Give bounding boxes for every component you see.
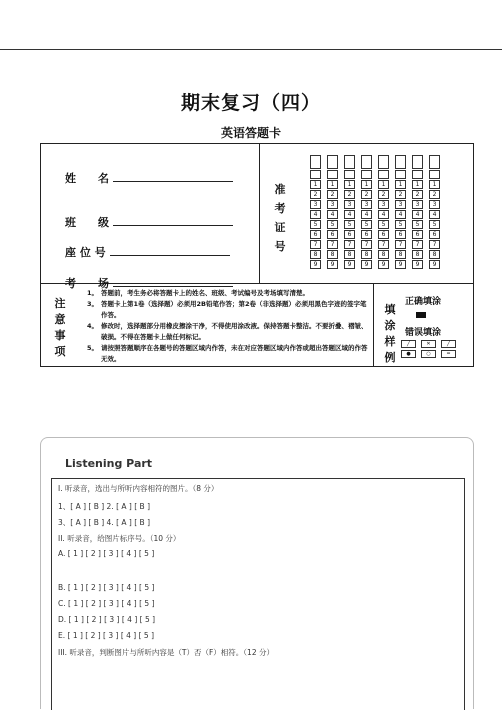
listening-answer-area	[51, 478, 465, 710]
exam-id-bubble[interactable]: 5	[310, 220, 321, 229]
exam-id-bubble[interactable]: 2	[395, 190, 406, 199]
answer-card-header	[40, 143, 474, 367]
exam-id-bubble[interactable]	[378, 170, 389, 179]
exam-id-bubble[interactable]: 1	[378, 180, 389, 189]
wrong-sample-slash: ╱	[401, 340, 416, 348]
exam-id-bubble[interactable]: 4	[378, 210, 389, 219]
exam-id-bubble[interactable]: 9	[412, 260, 423, 269]
exam-id-column[interactable]	[412, 155, 424, 270]
exam-id-bubble[interactable]: 6	[378, 230, 389, 239]
exam-id-bubble[interactable]: 2	[327, 190, 338, 199]
exam-id-bubble[interactable]: 6	[361, 230, 372, 239]
exam-id-bubble[interactable]: 3	[429, 200, 440, 209]
exam-id-bubble[interactable]: 8	[395, 250, 406, 259]
exam-id-bubble[interactable]: 1	[327, 180, 338, 189]
exam-id-bubble[interactable]: 5	[378, 220, 389, 229]
notice-item: 4。 修改时，选择题部分用橡皮擦涂干净，不得使用涂改液。保持答题卡整洁。不要折叠、褶皱、破损。不得在答题卡上做任何标记。	[87, 322, 368, 341]
exam-id-bubble[interactable]: 9	[310, 260, 321, 269]
exam-id-bubble[interactable]	[344, 170, 355, 179]
page-title: 期末复习（四）	[180, 92, 321, 114]
exam-id-bubble[interactable]: 7	[361, 240, 372, 249]
exam-id-bubble[interactable]: 2	[429, 190, 440, 199]
top-rule	[0, 49, 502, 50]
exam-id-bubble[interactable]: 1	[412, 180, 423, 189]
exam-id-entry-box[interactable]	[310, 155, 321, 169]
exam-id-bubble[interactable]: 7	[327, 240, 338, 249]
exam-id-bubble[interactable]: 5	[429, 220, 440, 229]
card-subtitle: 英语答题卡	[220, 126, 281, 140]
exam-id-bubble[interactable]: 6	[310, 230, 321, 239]
section-heading: II. 听录音，给图片标序号。（10 分）	[58, 534, 181, 543]
exam-id-entry-box[interactable]	[412, 155, 423, 169]
seat-label: 座 位 号	[65, 246, 106, 259]
exam-id-bubble[interactable]: 3	[378, 200, 389, 209]
exam-id-entry-box[interactable]	[361, 155, 372, 169]
exam-id-bubble[interactable]	[395, 170, 406, 179]
wrong-sample-line: ═	[441, 350, 456, 358]
exam-id-bubble[interactable]: 9	[395, 260, 406, 269]
exam-id-bubble[interactable]: 3	[327, 200, 338, 209]
exam-id-entry-box[interactable]	[327, 155, 338, 169]
exam-id-bubble[interactable]: 8	[378, 250, 389, 259]
notice-label: 注 意 事 项	[54, 297, 66, 358]
exam-id-bubble[interactable]	[310, 170, 321, 179]
exam-id-bubble[interactable]: 6	[344, 230, 355, 239]
exam-id-bubble[interactable]	[327, 170, 338, 179]
exam-id-bubble[interactable]: 1	[310, 180, 321, 189]
exam-id-bubble[interactable]: 7	[378, 240, 389, 249]
exam-id-bubble[interactable]: 1	[395, 180, 406, 189]
exam-id-bubble[interactable]: 5	[327, 220, 338, 229]
exam-id-bubble[interactable]: 6	[395, 230, 406, 239]
exam-id-bubble[interactable]: 6	[412, 230, 423, 239]
listening-section	[40, 437, 474, 709]
exam-id-bubble[interactable]: 8	[310, 250, 321, 259]
exam-id-bubble[interactable]	[361, 170, 372, 179]
exam-id-bubble[interactable]: 5	[361, 220, 372, 229]
exam-id-entry-box[interactable]	[344, 155, 355, 169]
exam-id-bubble[interactable]: 5	[395, 220, 406, 229]
wrong-sample-slash: ╱	[441, 340, 456, 348]
exam-id-bubble[interactable]: 3	[310, 200, 321, 209]
exam-id-bubble[interactable]: 2	[378, 190, 389, 199]
exam-id-bubble[interactable]: 7	[412, 240, 423, 249]
notice-item: 1。 答题前，考生务必将答题卡上的姓名、班级、考试编号及考场填写清楚。	[87, 289, 309, 297]
exam-id-bubble[interactable]: 9	[344, 260, 355, 269]
divider	[259, 144, 260, 283]
notice-list	[87, 288, 369, 364]
correct-fill-label: 正确填涂	[405, 297, 442, 307]
exam-id-bubble[interactable]: 3	[344, 200, 355, 209]
exam-id-bubble[interactable]: 1	[361, 180, 372, 189]
room-label: 考 场	[65, 277, 109, 290]
class-label: 班 级	[65, 216, 109, 229]
exam-id-bubble[interactable]: 4	[327, 210, 338, 219]
exam-id-bubble[interactable]: 8	[361, 250, 372, 259]
exam-id-bubble[interactable]: 4	[344, 210, 355, 219]
seat-field[interactable]	[65, 244, 230, 260]
exam-id-bubble[interactable]	[429, 170, 440, 179]
exam-id-entry-box[interactable]	[429, 155, 440, 169]
answer-row[interactable]: E. [ 1 ] [ 2 ] [ 3 ] [ 4 ] [ 5 ]	[58, 631, 155, 640]
name-label: 姓 名	[65, 172, 109, 185]
exam-id-bubble[interactable]: 5	[412, 220, 423, 229]
exam-id-bubble[interactable]: 4	[310, 210, 321, 219]
exam-id-bubble[interactable]: 8	[429, 250, 440, 259]
correct-fill-sample	[416, 312, 426, 318]
exam-id-label: 准 考 证 号	[274, 183, 286, 253]
exam-id-bubble[interactable]: 4	[412, 210, 423, 219]
exam-id-column[interactable]	[361, 155, 373, 270]
exam-id-bubble[interactable]: 4	[429, 210, 440, 219]
exam-id-bubble[interactable]: 4	[395, 210, 406, 219]
answer-row[interactable]: C. [ 1 ] [ 2 ] [ 3 ] [ 4 ] [ 5 ]	[58, 599, 155, 608]
exam-id-bubble[interactable]: 7	[395, 240, 406, 249]
exam-id-column[interactable]	[327, 155, 339, 270]
fill-sample-label: 填 涂 样 例	[384, 303, 396, 364]
exam-id-bubble[interactable]: 7	[344, 240, 355, 249]
exam-id-bubble[interactable]: 9	[327, 260, 338, 269]
exam-id-bubble[interactable]: 7	[310, 240, 321, 249]
exam-id-bubble[interactable]: 9	[429, 260, 440, 269]
wrong-sample-dot: ●	[401, 350, 416, 358]
class-field[interactable]	[65, 214, 233, 230]
answer-row[interactable]: 3、[ A ] [ B ] 4. [ A ] [ B ]	[58, 518, 150, 527]
exam-id-bubble[interactable]: 7	[429, 240, 440, 249]
exam-id-bubble[interactable]: 3	[395, 200, 406, 209]
exam-id-column[interactable]	[344, 155, 356, 270]
exam-id-entry-box[interactable]	[395, 155, 406, 169]
exam-id-bubble[interactable]: 9	[378, 260, 389, 269]
divider	[373, 283, 374, 366]
exam-id-bubble[interactable]: 9	[361, 260, 372, 269]
notice-item: 3。 答题卡上第1卷（选择题）必须用2B铅笔作答；第2卷（非选择题）必须用黑色字迹的签字笔作答。	[87, 300, 367, 319]
exam-id-bubble[interactable]: 5	[344, 220, 355, 229]
exam-id-column[interactable]	[429, 155, 441, 270]
wrong-sample-circle: ○	[421, 350, 436, 358]
name-field[interactable]	[65, 170, 233, 186]
exam-id-column[interactable]	[395, 155, 407, 270]
notice-item: 5。 请按照答题顺序在各题号的答题区域内作答，未在对应答题区域内作答或超出答题区域的作答无效。	[87, 344, 368, 363]
exam-id-bubble[interactable]: 1	[344, 180, 355, 189]
section-heading: III. 听录音，判断图片与所听内容是（T）否（F）相符。（12 分）	[58, 648, 274, 657]
answer-row[interactable]: D. [ 1 ] [ 2 ] [ 3 ] [ 4 ] [ 5 ]	[58, 615, 156, 624]
exam-id-bubble[interactable]: 2	[412, 190, 423, 199]
exam-id-column[interactable]	[310, 155, 322, 270]
exam-id-bubble[interactable]: 6	[327, 230, 338, 239]
answer-row[interactable]: A. [ 1 ] [ 2 ] [ 3 ] [ 4 ] [ 5 ]	[58, 549, 155, 558]
exam-id-entry-box[interactable]	[378, 155, 389, 169]
exam-id-bubble[interactable]: 8	[327, 250, 338, 259]
exam-id-bubble[interactable]: 6	[429, 230, 440, 239]
exam-id-bubble[interactable]: 3	[412, 200, 423, 209]
wrong-fill-label: 错误填涂	[405, 328, 442, 338]
exam-id-bubble[interactable]: 2	[310, 190, 321, 199]
answer-row[interactable]: 1、[ A ] [ B ] 2. [ A ] [ B ]	[58, 502, 150, 511]
exam-id-bubble[interactable]: 2	[361, 190, 372, 199]
exam-id-bubble[interactable]: 3	[361, 200, 372, 209]
answer-row[interactable]: B. [ 1 ] [ 2 ] [ 3 ] [ 4 ] [ 5 ]	[58, 583, 155, 592]
exam-id-bubble[interactable]: 4	[361, 210, 372, 219]
exam-id-bubble[interactable]: 1	[429, 180, 440, 189]
listening-title: Listening Part	[65, 457, 153, 470]
exam-id-bubble[interactable]: 8	[412, 250, 423, 259]
section-heading: I. 听录音，选出与所听内容相符的图片。（8 分）	[58, 484, 219, 493]
exam-id-bubble[interactable]	[412, 170, 423, 179]
exam-id-bubble[interactable]: 8	[344, 250, 355, 259]
wrong-sample-cross: ✕	[421, 340, 436, 348]
exam-id-bubble[interactable]: 2	[344, 190, 355, 199]
exam-id-column[interactable]	[378, 155, 390, 270]
